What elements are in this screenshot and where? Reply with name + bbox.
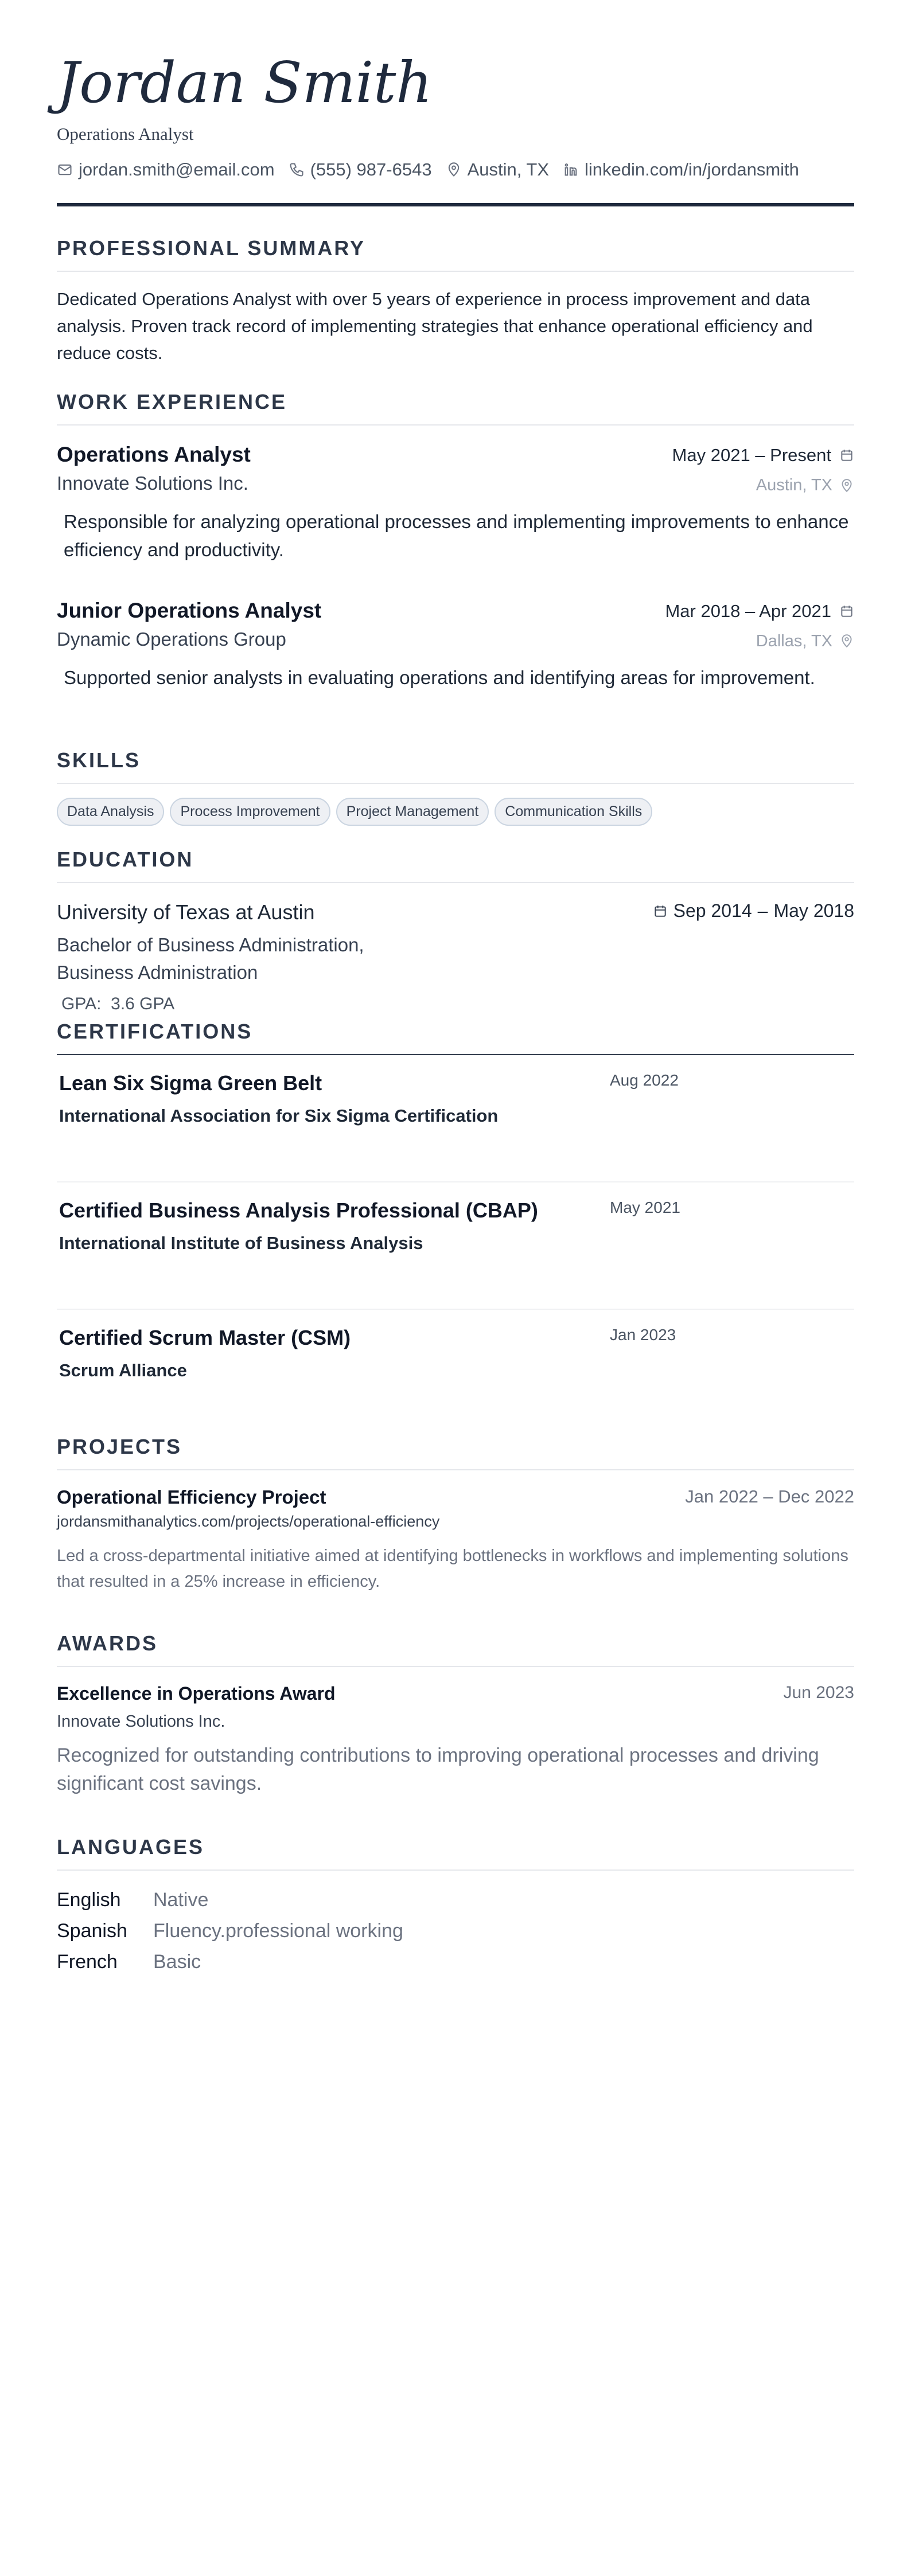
contact-email[interactable] — [57, 159, 275, 180]
section-title: EDUCATION — [57, 848, 194, 871]
section-title: PROJECTS — [57, 1435, 182, 1458]
section-title: LANGUAGES — [57, 1835, 205, 1859]
email-text: jordan.smith@email.com — [79, 159, 275, 179]
education-section — [57, 848, 854, 1014]
date-separator: – — [757, 900, 768, 921]
language-level: Fluency.professional working — [153, 1920, 403, 1942]
awards-section — [57, 1632, 854, 1798]
section-divider — [57, 783, 854, 784]
contact-bar — [57, 159, 854, 180]
skills-section — [57, 748, 854, 826]
job-company: Innovate Solutions Inc. — [57, 473, 248, 494]
section-title: SKILLS — [57, 748, 141, 772]
section-title: AWARDS — [57, 1632, 158, 1655]
skill-tag: Process Improvement — [170, 798, 330, 826]
certification-issuer: International Association for Six Sigma Certification — [59, 1106, 499, 1126]
skill-tag: Project Management — [336, 798, 489, 826]
certification-date: Aug 2022 — [610, 1071, 679, 1089]
award-issuer: Innovate Solutions Inc. — [57, 1712, 225, 1731]
language-row — [57, 1884, 854, 1915]
linkedin-text: linkedin.com/in/jordansmith — [585, 159, 799, 179]
language-name: English — [57, 1889, 121, 1911]
gpa — [57, 994, 854, 1014]
job-company: Dynamic Operations Group — [57, 628, 286, 650]
certification-issuer: International Institute of Business Analysis — [59, 1233, 423, 1253]
language-row — [57, 1915, 854, 1946]
degree-name: Bachelor of Business Administration, Business Administration — [57, 934, 364, 983]
certifications-section — [57, 1020, 854, 1437]
project-name: Operational Efficiency Project — [57, 1486, 326, 1508]
section-title: CERTIFICATIONS — [57, 1020, 253, 1043]
certification-entry — [57, 1310, 854, 1437]
calendar-icon — [839, 448, 854, 463]
job-location — [756, 476, 854, 495]
section-divider — [57, 1869, 854, 1871]
mail-icon — [57, 162, 73, 178]
experience-section — [57, 390, 854, 692]
section-divider — [57, 1666, 854, 1667]
language-name: Spanish — [57, 1920, 127, 1942]
certification-name: Certified Scrum Master (CSM) — [59, 1326, 351, 1349]
certification-entry — [57, 1055, 854, 1182]
language-list — [57, 1884, 854, 1977]
skill-tag: Data Analysis — [57, 798, 164, 826]
job-location-text: Austin, TX — [756, 476, 832, 494]
job-location — [756, 632, 854, 651]
gpa-label: GPA: — [61, 994, 102, 1013]
job-date — [665, 601, 854, 622]
project-entry — [57, 1486, 854, 1595]
certification-date: Jan 2023 — [610, 1326, 676, 1344]
summary-section — [57, 236, 854, 366]
certification-issuer: Scrum Alliance — [59, 1360, 187, 1380]
education-entry — [57, 900, 854, 1014]
award-date: Jun 2023 — [783, 1683, 854, 1702]
contact-location — [446, 159, 549, 180]
linkedin-icon — [563, 162, 579, 178]
section-divider — [57, 271, 854, 272]
job-entry — [57, 599, 854, 692]
contact-linkedin[interactable] — [563, 159, 799, 180]
job-description: Responsible for analyzing operational processes and implementing improvements to enhance efficiency and productivity. — [64, 511, 849, 560]
section-divider — [57, 424, 854, 426]
education-start: Sep 2014 — [673, 900, 752, 921]
award-name: Excellence in Operations Award — [57, 1683, 336, 1704]
school-name: University of Texas at Austin — [57, 900, 315, 924]
certification-date: May 2021 — [610, 1199, 680, 1216]
certification-entry — [57, 1182, 854, 1310]
job-title: Operations Analyst — [57, 443, 251, 466]
skills-list — [57, 798, 854, 826]
candidate-role: Operations Analyst — [57, 123, 194, 144]
section-title: WORK EXPERIENCE — [57, 390, 287, 413]
job-description: Supported senior analysts in evaluating operations and identifying areas for improvement. — [64, 666, 815, 688]
award-entry — [57, 1683, 854, 1798]
map-pin-icon — [839, 478, 854, 493]
certification-name: Lean Six Sigma Green Belt — [59, 1071, 322, 1095]
language-level: Native — [153, 1889, 209, 1911]
certification-name: Certified Business Analysis Professional (CBAP) — [59, 1199, 538, 1222]
job-entry — [57, 443, 854, 564]
section-divider — [57, 882, 854, 883]
map-pin-icon — [839, 634, 854, 649]
section-divider — [57, 1469, 854, 1470]
phone-text: (555) 987-6543 — [310, 159, 432, 179]
job-location-text: Dallas, TX — [756, 631, 832, 650]
contact-phone[interactable] — [289, 159, 432, 180]
calendar-icon — [839, 604, 854, 619]
header-divider — [57, 203, 854, 206]
map-pin-icon — [446, 162, 462, 178]
project-date: Jan 2022 – Dec 2022 — [685, 1486, 854, 1506]
job-title: Junior Operations Analyst — [57, 598, 322, 622]
certification-list — [57, 1055, 854, 1437]
projects-section — [57, 1435, 854, 1595]
section-title: PROFESSIONAL SUMMARY — [57, 236, 366, 260]
skill-tag: Communication Skills — [495, 798, 652, 826]
language-level: Basic — [153, 1951, 201, 1973]
languages-section — [57, 1835, 854, 1977]
candidate-name: Jordan Smith — [57, 50, 433, 116]
location-text: Austin, TX — [467, 159, 550, 179]
project-link[interactable]: jordansmithanalytics.com/projects/operational-efficiency — [57, 1513, 440, 1530]
calendar-icon — [653, 904, 668, 919]
job-date-text: Mar 2018 – Apr 2021 — [665, 600, 831, 621]
education-end: May 2018 — [773, 900, 854, 921]
job-date — [672, 445, 854, 466]
project-description: Led a cross-departmental initiative aimed at identifying bottlenecks in workflows and implementing solutions that resulted in a 25% increase in efficiency. — [57, 1547, 848, 1591]
language-row — [57, 1946, 854, 1977]
language-name: French — [57, 1951, 118, 1973]
job-date-text: May 2021 – Present — [672, 445, 831, 465]
phone-icon — [289, 162, 305, 178]
summary-text: Dedicated Operations Analyst with over 5 years of experience in process improvement and data analysis. Proven track record of implementing strategies that enhance operational efficiency and reduce costs. — [57, 289, 813, 364]
education-date — [653, 900, 854, 922]
award-description: Recognized for outstanding contributions to improving operational processes and driving significant cost savings. — [57, 1744, 819, 1795]
gpa-value: 3.6 GPA — [111, 994, 175, 1013]
